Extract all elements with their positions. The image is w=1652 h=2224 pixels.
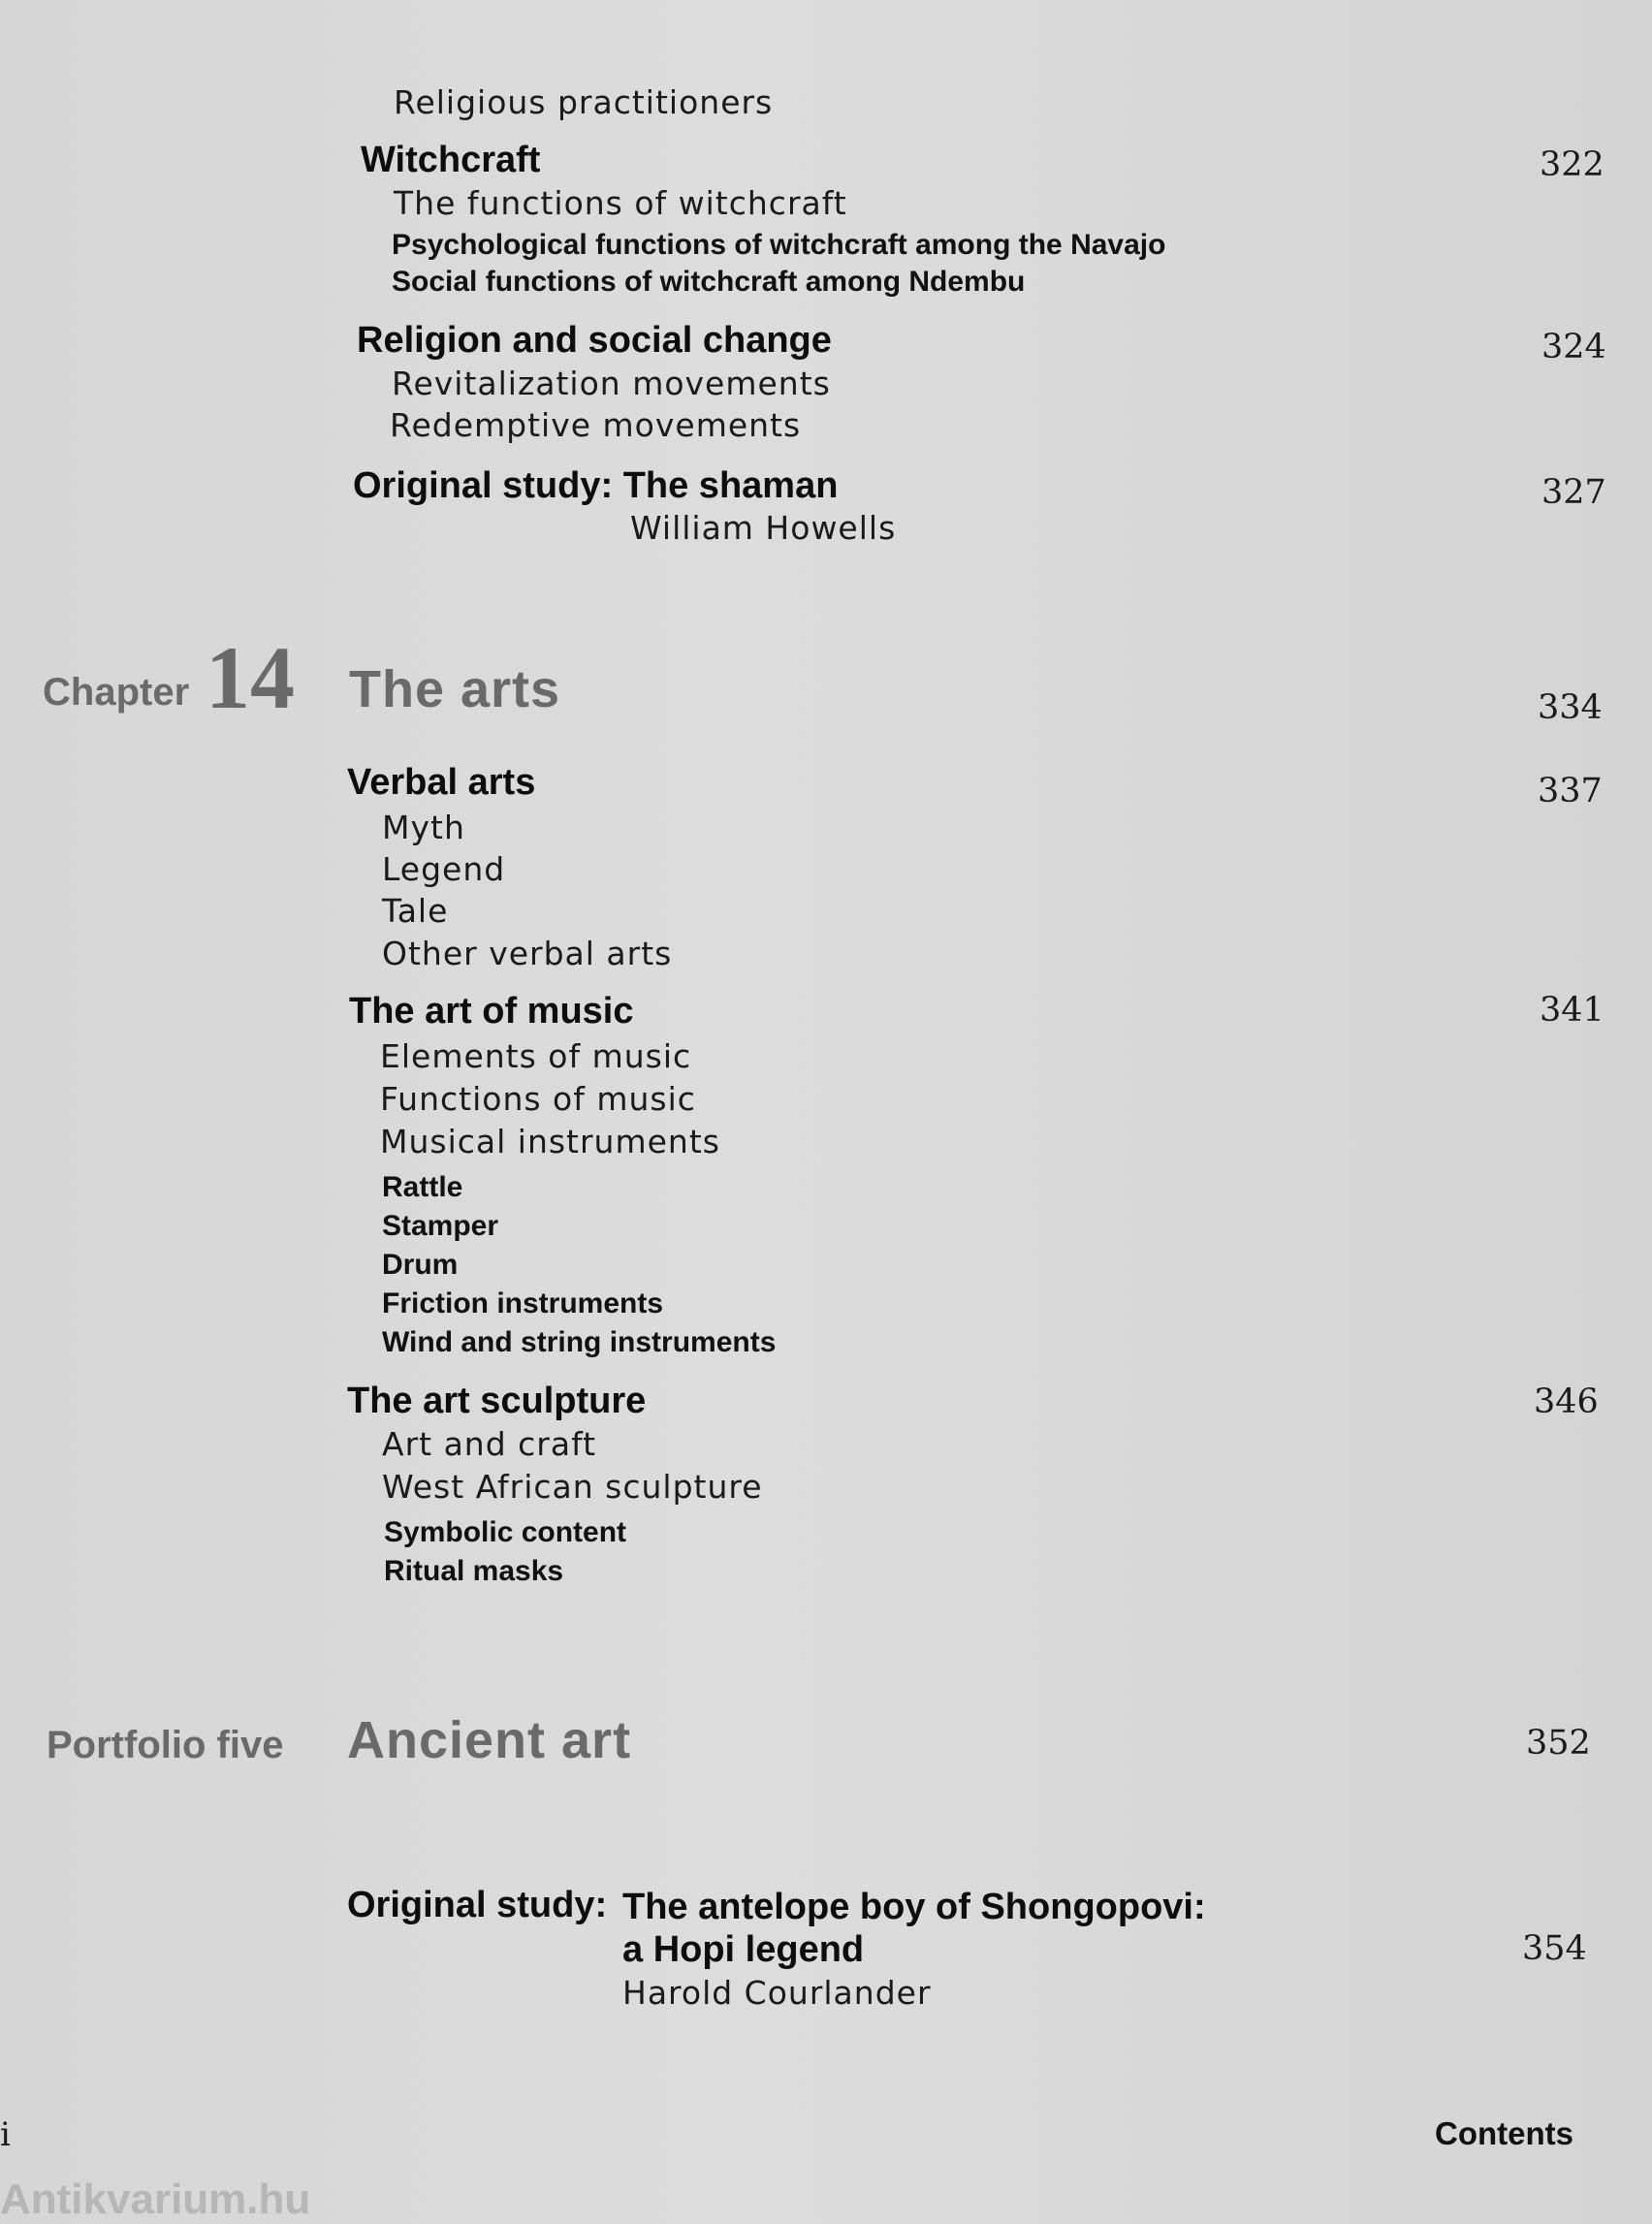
toc-subitem: Myth [382, 809, 465, 846]
toc-page-number: 354 [1522, 1929, 1587, 1968]
toc-section-title: Witchcraft [361, 140, 541, 180]
toc-subitem: Religious practitioners [394, 83, 774, 121]
toc-page-number: 327 [1541, 473, 1606, 512]
toc-section-title: Original study: The shaman [353, 465, 839, 506]
toc-subitem: The functions of witchcraft [394, 184, 847, 222]
toc-minor-item: Ritual masks [384, 1555, 564, 1587]
watermark-text: Antikvarium.hu [0, 2176, 311, 2223]
toc-section-title: The antelope boy of Shongopovi: [622, 1887, 1206, 1927]
toc-minor-item: Social functions of witchcraft among Ndembu [392, 266, 1026, 298]
toc-subitem: West African sculpture [382, 1468, 763, 1506]
toc-subitem: Legend [382, 850, 506, 888]
chapter-number: 14 [206, 628, 295, 727]
toc-page-number: 322 [1540, 145, 1604, 184]
toc-section-title: Religion and social change [357, 320, 832, 361]
portfolio-label: Portfolio five [47, 1724, 284, 1766]
toc-minor-item: Stamper [382, 1210, 499, 1242]
toc-page-number: 352 [1526, 1724, 1591, 1763]
toc-subitem: Tale [382, 892, 449, 930]
toc-page-number: 324 [1541, 328, 1606, 366]
toc-minor-item: Psychological functions of witchcraft among the Navajo [392, 229, 1166, 261]
toc-page-number: 334 [1538, 688, 1603, 727]
toc-section-title: Verbal arts [347, 762, 536, 803]
toc-subitem: Musical instruments [380, 1123, 720, 1160]
chapter-label: Chapter [43, 671, 190, 714]
toc-minor-item: Rattle [382, 1171, 463, 1203]
toc-subitem: Other verbal arts [382, 935, 673, 972]
toc-subitem: Art and craft [382, 1425, 597, 1463]
toc-minor-item: Drum [382, 1249, 459, 1281]
toc-section-title: The art sculpture [347, 1381, 647, 1421]
toc-section-title: Original study: [347, 1885, 608, 1925]
toc-minor-item: Friction instruments [382, 1287, 664, 1319]
toc-subitem: Elements of music [380, 1037, 692, 1075]
toc-page-number: 337 [1538, 772, 1603, 810]
footer-section-label: Contents [1435, 2115, 1573, 2151]
toc-minor-item: Symbolic content [384, 1516, 627, 1548]
toc-page-number: 346 [1534, 1382, 1599, 1421]
toc-section-title: The art of music [349, 991, 634, 1032]
footer-page-marker: i [0, 2115, 11, 2154]
toc-subitem: Revitalization movements [392, 365, 831, 402]
toc-page-number: 341 [1540, 991, 1604, 1030]
toc-subitem: Functions of music [380, 1080, 696, 1118]
toc-author: Harold Courlander [622, 1974, 932, 2012]
toc-author: William Howells [630, 509, 897, 547]
toc-section-title: a Hopi legend [622, 1929, 865, 1970]
toc-minor-item: Wind and string instruments [382, 1326, 777, 1358]
chapter-title: The arts [349, 660, 561, 718]
portfolio-title: Ancient art [347, 1711, 632, 1769]
toc-subitem: Redemptive movements [390, 406, 802, 444]
